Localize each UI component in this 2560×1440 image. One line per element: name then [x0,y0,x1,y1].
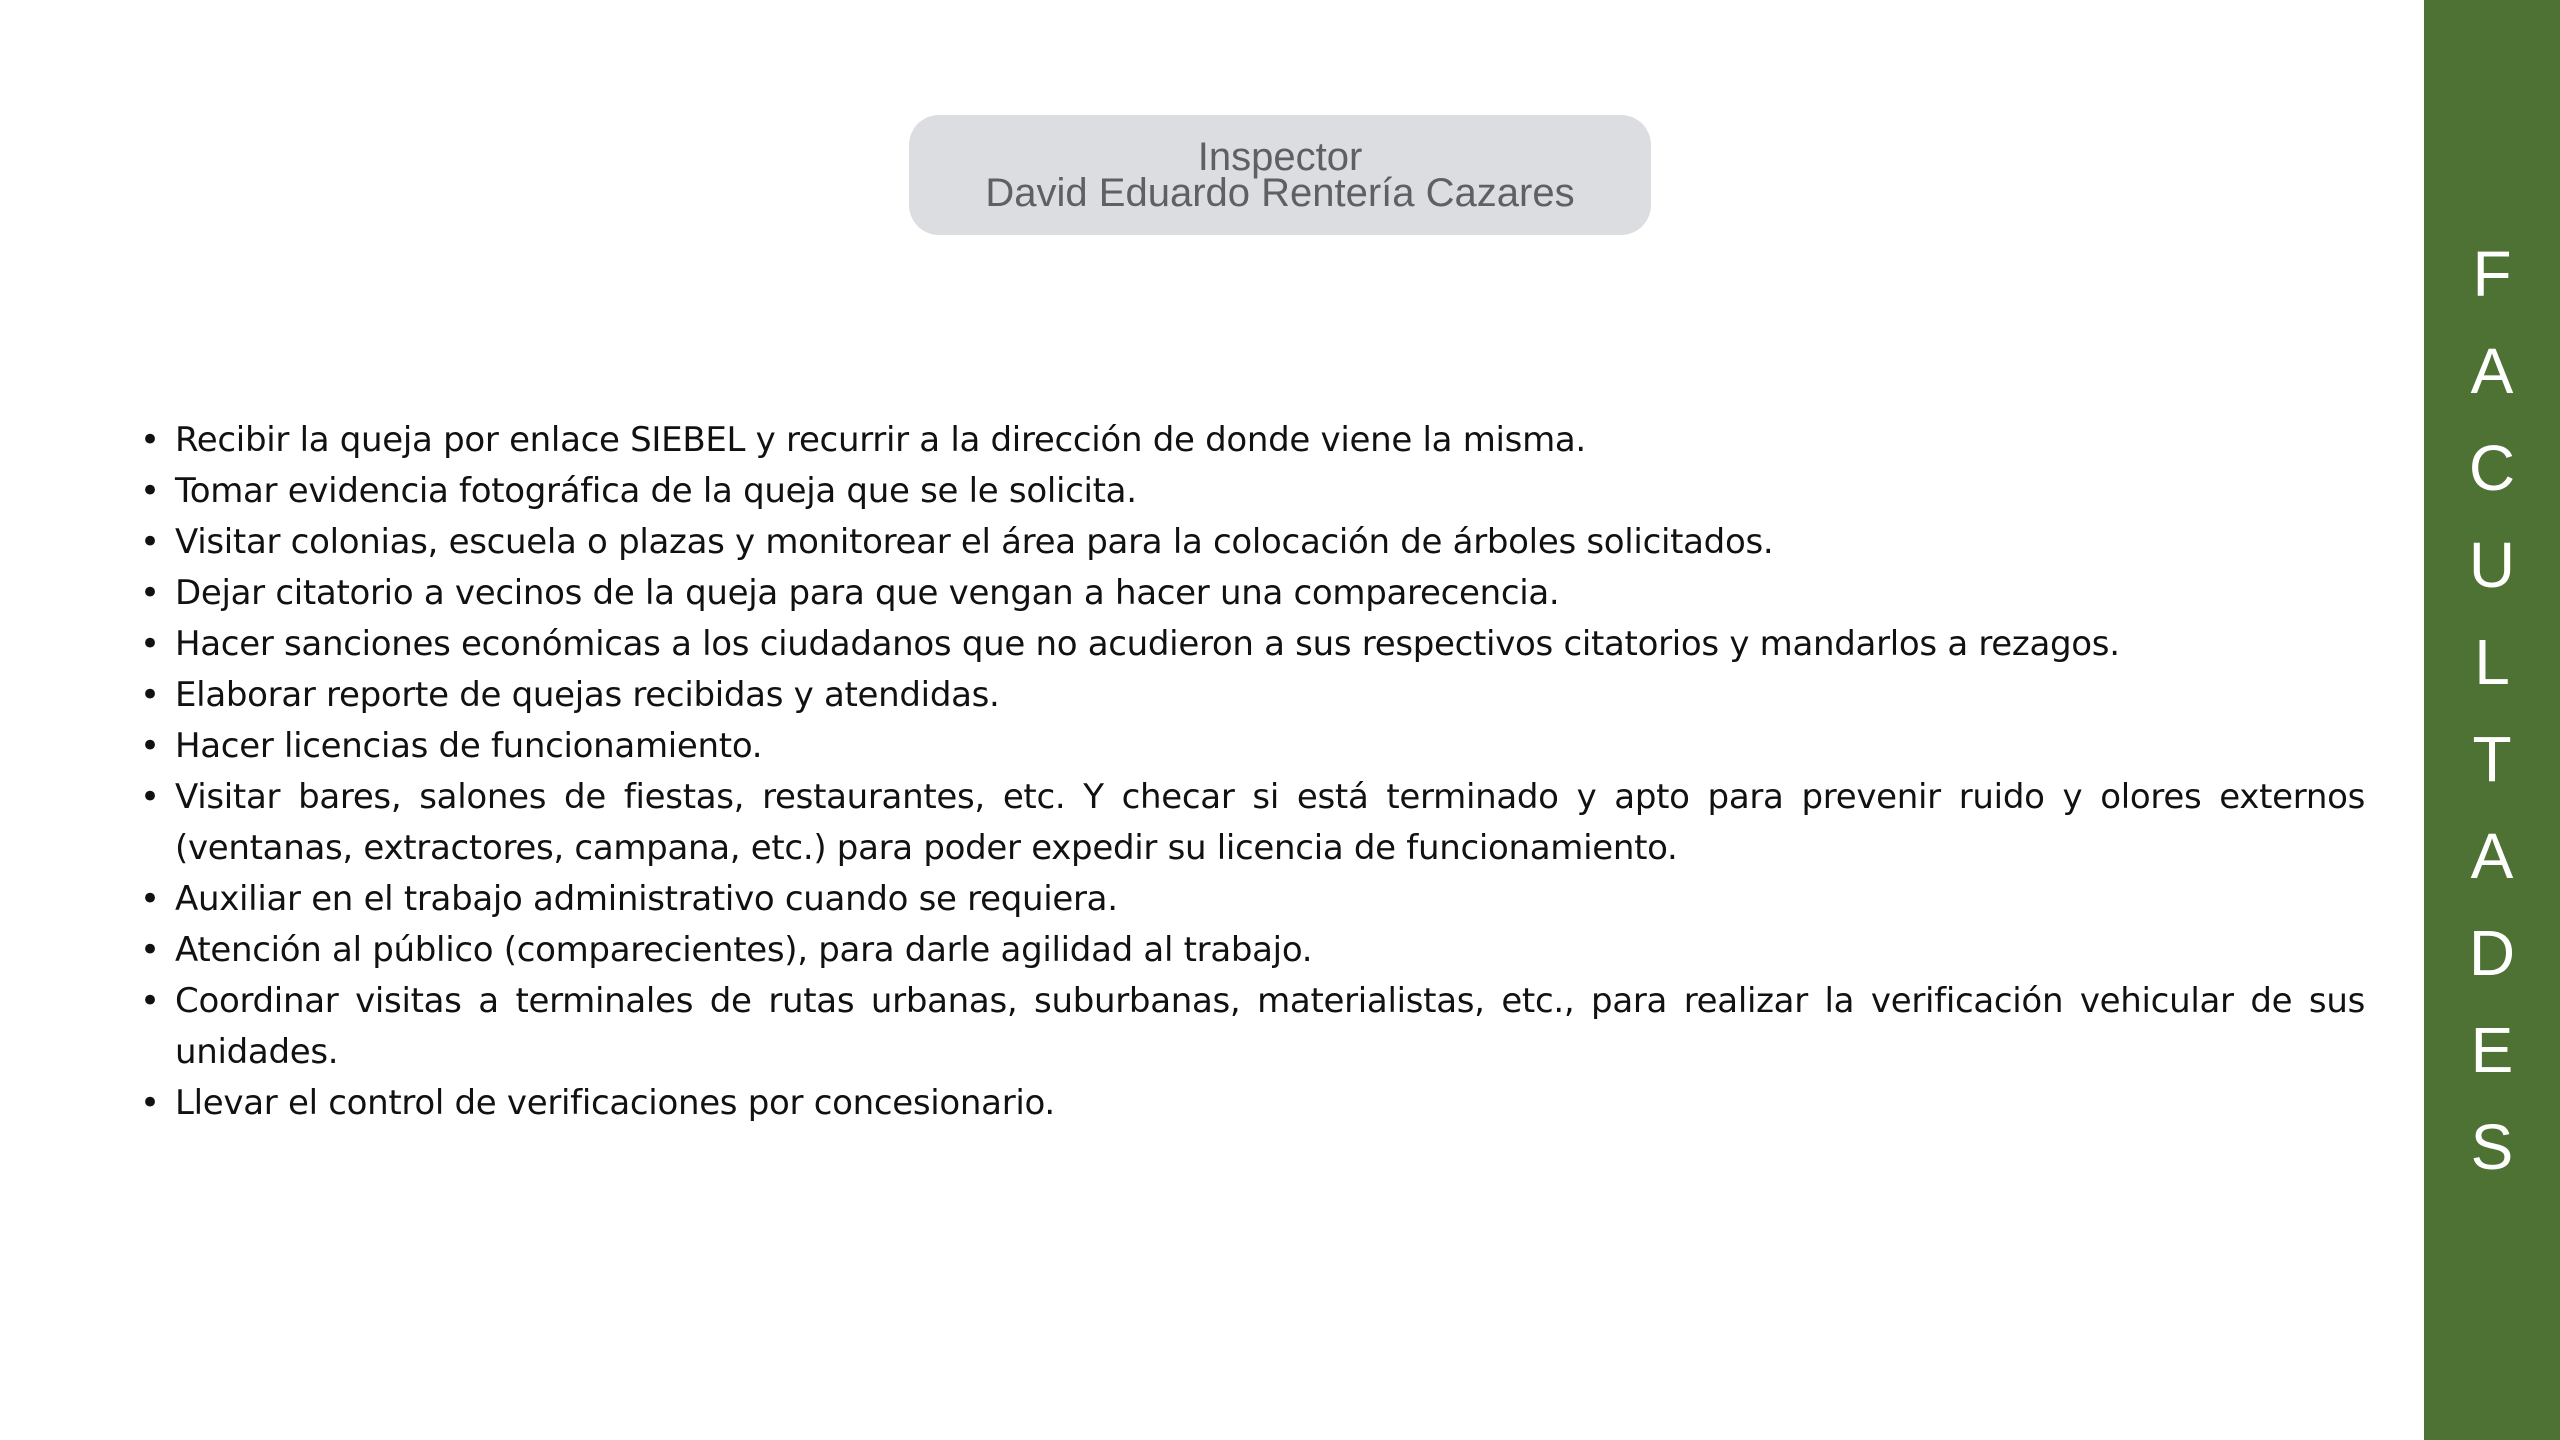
bullet-icon: • [140,777,160,817]
sidebar-letter: A [2470,335,2514,407]
bullet-icon: • [140,981,160,1021]
list-item [140,466,2365,517]
bullet-icon: • [140,420,160,460]
bullet-icon: • [140,1083,160,1123]
duty-text: Llevar el control de verificaciones por concesionario. [175,1083,1055,1123]
duty-text: Dejar citatorio a vecinos de la queja para que vengan a hacer una comparecencia. [175,573,1560,613]
duty-text: Tomar evidencia fotográfica de la queja que se le solicita. [175,471,1137,511]
sidebar-letter: D [2468,917,2516,989]
duty-text: Recibir la queja por enlace SIEBEL y recurrir a la dirección de donde viene la misma. [175,420,1586,460]
list-item [140,925,2365,976]
list-item [140,772,2365,874]
duty-text: Visitar bares, salones de fiestas, restaurantes, etc. Y checar si está terminado y apto para prevenir ruido y olores externos (ventanas, extractores, campana, etc.) para poder expedir su licencia de funcionamiento. [175,777,2365,868]
list-item [140,976,2365,1078]
duty-text: Atención al público (comparecientes), para darle agilidad al trabajo. [175,930,1313,970]
bullet-icon: • [140,726,160,766]
duty-text: Visitar colonias, escuela o plazas y monitorear el área para la colocación de árboles solicitados. [175,522,1774,562]
sidebar-vertical-title [2424,226,2560,1196]
duty-text: Elaborar reporte de quejas recibidas y atendidas. [175,675,1000,715]
list-item [140,619,2365,670]
bullet-icon: • [140,471,160,511]
duty-text: Hacer sanciones económicas a los ciudadanos que no acudieron a sus respectivos citatorios y mandarlos a rezagos. [175,624,2120,664]
duty-text: Coordinar visitas a terminales de rutas urbanas, suburbanas, materialistas, etc., para realizar la verificación vehicular de sus unidades. [175,981,2365,1072]
bullet-icon: • [140,522,160,562]
list-item [140,415,2365,466]
bullet-icon: • [140,573,160,613]
list-item [140,568,2365,619]
bullet-icon: • [140,624,160,664]
sidebar-letter: S [2470,1111,2514,1183]
list-item [140,721,2365,772]
person-name: David Eduardo Rentería Cazares [985,171,1575,215]
list-item [140,517,2365,568]
bullet-icon: • [140,675,160,715]
sidebar-letter: E [2470,1014,2514,1086]
sidebar-letter: C [2468,432,2516,504]
facultades-sidebar [2424,0,2560,1440]
sidebar-letter: A [2470,820,2514,892]
list-item [140,874,2365,925]
sidebar-letter: T [2472,723,2512,795]
sidebar-letter: U [2468,529,2516,601]
bullet-icon: • [140,930,160,970]
list-item [140,670,2365,721]
bullet-icon: • [140,879,160,919]
duty-text: Auxiliar en el trabajo administrativo cuando se requiera. [175,879,1118,919]
list-item [140,1078,2365,1129]
sidebar-letter: F [2472,238,2512,310]
role-title: Inspector [1197,135,1363,179]
title-box [909,115,1651,235]
duties-list [140,415,2365,1129]
duty-text: Hacer licencias de funcionamiento. [175,726,763,766]
sidebar-letter: L [2474,626,2510,698]
